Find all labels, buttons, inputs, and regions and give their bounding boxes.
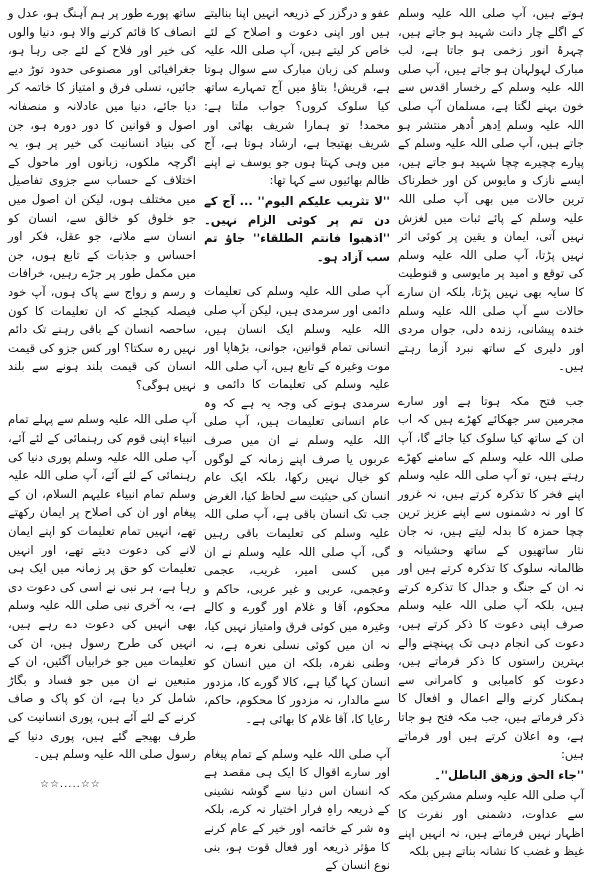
paragraph: عفو و درگزر کے ذریعہ انہیں اپنا بنالیتے ہیں اور اپنی دعوت و اصلاح کے لئے خاص کر لیتے ہیں، آپ صلی اللہ علیہ وسلم کی زبان مبارک سے سوال ہوتا ہے، قریش! بتاؤ میں آج تمہارے ساتھ کیا سلوک کروں؟ جواب ملتا ہے: محمد! تو ہمارا شریف بھائی اور شریف بھتیجا ہے، ارشاد ہوتا ہے، آج میں وہی کہتا ہوں جو یوسف نے اپنے ظالم بھائیوں سے کہا تھا: bbox=[204, 6, 390, 188]
paragraph: آپ صلی اللہ علیہ وسلم کی تعلیمات دائمی اور سرمدی ہیں، لیکن آپ صلی اللہ علیہ وسلم ایک انسان ہیں، انسانی تمام قوانین، جوانی، بڑھاپا اور موت وغیرہ کے تابع ہیں، آپ صلی اللہ علیہ وسلم کی تعلیمات کا دائمی و سرمدی ہونے کی وجہ یہ ہے کہ وہ عام انسانی تعلیمات ہیں، آپ صلی اللہ علیہ وسلم نے ان میں صرف عربوں یا صرف اپنے زمانہ کے لوگوں کو خیال نہیں رکھا، بلکہ ایک عام انسان کی حیثیت سے لحاظ کیا، الغرض جب تک انسان باقی ہے، آپ صلی اللہ علیہ وسلم کی تعلیمات باقی رہیں گی، آپ صلی اللہ علیہ وسلم نے ان میں کسی امیر، غریب، عجمی وعجمی، عربی و غیر عربی، حاکم و محکوم، آقا و غلام اور گورے و کالے وغیرہ میں کوئی فرق وامتیاز نہیں کیا، نہ ان میں کوئی نسلی نعرہ ہے، نہ وطنی نفرہ، بلکہ ان میں انسان کو انسان کہا گیا ہے، کالا گورے کا، مزدور سے مالدار، نہ مزدور کا محکوم، حاکم، رعایا کا، آقا غلام کا بھائی ہے۔ bbox=[203, 284, 390, 726]
arabic-quote: ''جاء الحق وزھق الباطل''۔ bbox=[434, 767, 584, 782]
column-middle bbox=[203, 0, 390, 873]
paragraph-gap bbox=[204, 731, 390, 745]
column-right bbox=[398, 0, 584, 859]
paragraph: آپ صلی اللہ علیہ وسلم سے پہلے تمام انبیاء اپنی قوم کی رہنمائی کے لئے آئے، آپ صلی اللہ علیہ وسلم پوری دنیا کی رہنمائی کے لئے آئے، آپ صلی اللہ علیہ وسلم تمام انبیاء علیہم السلام، ان کے پیغام اور ان کی اصلاح پر ایمان رکھتے تھے، انہیں تمام تعلیمات کو اپنے ایمان لانے کی دعوت دیتے تھے، اور انہیں تعلیمات کو حق پر زمانہ میں ایک ہی رہا ہے، ہر نبی نے اسی کی دعوت دی ہے، یہ آخری نبی صلی اللہ علیہ وسلم بھی انہیں کی دعوت دے رہے ہیں، انہیں کی طرح رسول ہیں، ان کی تعلیمات میں جو خرابیاں آگئیں، ان کے متبعین نے ان میں جو فساد و بگاڑ شامل کر دیا ہے، ان کو پاک و صاف کرنے کے لئے آئے ہیں، پوری انسانیت کی طرف بھیجے گئے ہیں، پوری دنیا کے رسول صلی اللہ علیہ وسلم ہیں۔ bbox=[8, 412, 196, 762]
paragraph: ہوتے ہیں، آپ صلی اللہ علیہ وسلم کے اگلے چار دانت شہید ہو جاتے ہیں، چہرۂ انور زخمی ہو جاتا ہے، لب مبارک لہولہان ہو جاتے ہیں، آپ صلی اللہ علیہ وسلم کے رخسار اقدس سے خون بہنے لگتا ہے، مسلمان آپ صلی اللہ علیہ وسلم اِدھر اُدھر منتشر ہو جاتے ہیں، آپ صلی اللہ علیہ وسلم کے پیارے چچیرے چچا شہید ہو جاتے ہیں، ایسے نازک و مایوس کن اور خطرناک ترین حالات میں بھی آپ صلی اللہ علیہ وسلم کے پائے ثبات میں لغزش نہیں آتی، ایمان و یقین پر کوئی اثر نہیں پڑتا، آپ صلی اللہ علیہ وسلم کی توقع و امید پر مایوسی و قنوطیت کا سایہ بھی نہیں پڑتا، بلکہ ان سارے حالات سے آپ صلی اللہ علیہ وسلم خندہ پیشانی، زندہ دلی، جواں مردی اور دلیری کے ساتھ نبرد آزما رہتے ہیں۔ bbox=[398, 6, 584, 374]
paragraph-gap bbox=[398, 378, 584, 392]
paragraph: جب فتح مکہ ہوتا ہے اور سارے مجرمین سر جھکائے کھڑے ہیں کہ اب ان کے ساتھ کیا سلوک کیا جائے گا، آپ صلی اللہ علیہ وسلم کے سامنے کھڑے رہتے ہیں، تو آپ صلی اللہ علیہ وسلم اپنے فخر کا تذکرہ کرتے ہیں، نہ غرور کا اور نہ دشمنوں سے اپنے عزیز ترین چچا حمزہ کا بدلہ لیتے ہیں، نہ جان نثار ساتھیوں کے ساتھ وحشیانہ و ظالمانہ سلوک کا تذکرہ کرتے ہیں اور نہ ان کے جنگ و جدال کا تذکرہ کرتے ہیں، بلکہ آپ صلی اللہ علیہ وسلم صرف اپنی دعوت کا ذکر کرتے ہیں، دعوت کی انجام دہی تک پہنچنے والے بہترین راستوں کا ذکر فرماتے ہیں، دعوت کو کامیابی و کامرانی سے ہمکنار کرنے والے اعمال و افعال کا ذکر فرماتے ہیں، جب مکہ فتح ہو جاتا ہے، وہ اعلان کرتے ہیں اور فرماتے ہیں: bbox=[398, 393, 584, 762]
paragraph-gap bbox=[8, 396, 196, 410]
paragraph: آپ صلی اللہ علیہ وسلم مشرکین مکہ سے عداوت، دشمنی اور نفرت کا اظہار نہیں فرماتے ہیں، نہ انہیں اپنے غیظ و غضب کا نشانہ بناتے ہیں بلکہ bbox=[398, 788, 584, 859]
arabic-quote: ''لا تثریب علیکم الیوم'' ... آج کے دن تم پر کوئی الزام نہیں۔ ''اذھبوا فانتم الطلقاء'' جاؤ تم سب آزاد ہو۔ bbox=[204, 193, 390, 264]
end-ornament: ☆☆.....☆☆ bbox=[40, 779, 101, 790]
column-left bbox=[8, 0, 196, 790]
paragraph: ساتھ پورے طور پر ہم آہنگ ہو، عدل و انصاف کا قائم کرنے والا ہو، دنیا والوں کی خیر اور فلاح کے لئے جی رہا ہو، جغرافیائی اور مصنوعی حدود توڑ دیے جائیں، نسلی فرق و امتیاز کا خاتمہ کر دیا جائے، دنیا میں عادلانہ و منصفانہ اصول و قوانین کا دور دورہ ہو، جن کی بنیاد انسانیت کی خیر پر ہو، یہ اگرچہ ملکوں، زبانوں اور ماحول کے اختلاف کے حساب سے جزوی تفاصیل میں مختلف ہوں، لیکن ان اصول میں جو خلوق کو خالق سے، انسان کو انسان سے ملانے، جو عقل، فکر اور احساس و جذبات کے تابع ہوں، جن میں مکمل طور پر جڑے رہیں، خرافات و رسم و رواج سے پاک ہوں، آپ خود فیصلہ کیجئے کہ ان تعلیمات کا کون ساحصہ انسان کے باقی رہنے تک دائم نہیں رہ سکتا؟ اور کس جزو کی قیمت انسان کی قیمت بلند ہونے سے بلند نہیں ہوگی؟ bbox=[8, 6, 196, 392]
paragraph-gap bbox=[204, 268, 390, 282]
column-left-body bbox=[8, 4, 196, 764]
paragraph: آپ صلی اللہ علیہ وسلم کے تمام پیغام اور سارے اقوال کا ایک ہی مقصد ہے کہ انسان اس دنیا سے گوشہ نشینی کے ذریعہ راہِ فرار اختیار نہ کرے، بلکہ وہ شر کے خاتمہ اور خیر کے عام کرنے کا مؤثر ذریعہ اور فعال قوت ہو، بنی نوع انسان کے bbox=[204, 746, 390, 873]
